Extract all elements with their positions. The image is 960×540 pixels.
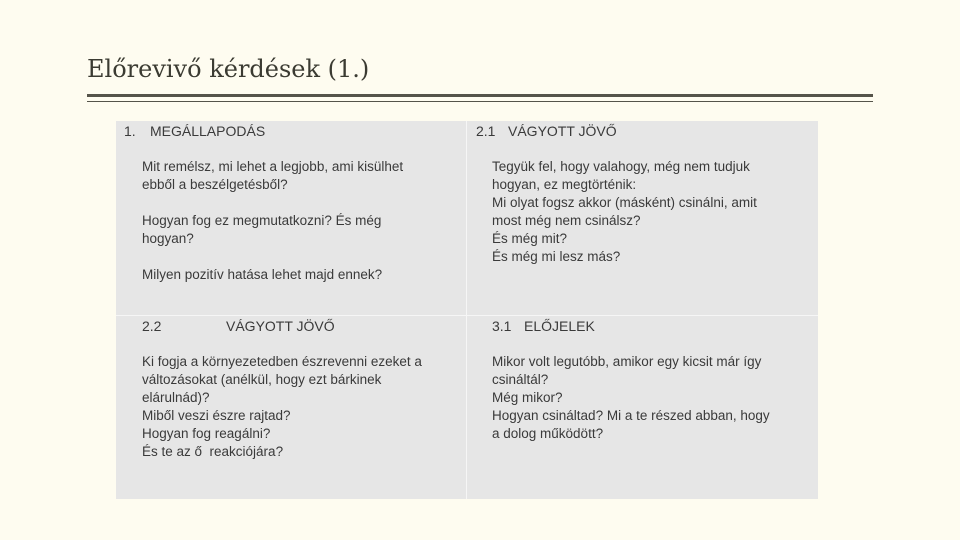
cell-4-title (492, 317, 595, 335)
cell-3-number: 2.2 (142, 318, 162, 334)
slide-title: Előrevivő kérdések (1.) (87, 55, 370, 83)
grid-divider-horizontal (116, 315, 818, 316)
cell-1-line: Hogyan fog ez megmutatkozni? És még (142, 213, 382, 228)
cell-2-line: És még mi lesz más? (492, 249, 621, 264)
cell-3-line: változásokat (anélkül, hogy ezt bárkinek (142, 372, 382, 387)
cell-1-line: Mit remélsz, mi lehet a legjobb, ami kisülhet (142, 159, 404, 174)
cell-1-body (142, 158, 403, 284)
cell-2-number: 2.1 (476, 123, 496, 139)
cell-3-line: Hogyan fog reagálni? (142, 426, 271, 441)
cell-2-line: És még mit? (492, 231, 568, 246)
cell-1-title (124, 122, 265, 140)
cell-3-heading: VÁGYOTT JÖVŐ (226, 318, 335, 334)
cell-4-line: Mikor volt legutóbb, amikor egy kicsit már így (492, 354, 762, 369)
cell-3-line: Ki fogja a környezetedben észrevenni ezeket a (142, 354, 422, 369)
cell-4-line: Még mikor? (492, 390, 563, 405)
cell-1-number: 1. (124, 123, 136, 139)
cell-2-line: most még nem csinálsz? (492, 213, 641, 228)
cell-2-line: hogyan, ez megtörténik: (492, 177, 637, 192)
cell-1-line: hogyan? (142, 231, 194, 246)
cell-2-heading: VÁGYOTT JÖVŐ (508, 123, 617, 139)
cell-1-line: ebből a beszélgetésből? (142, 177, 288, 192)
cell-1-line: Milyen pozitív hatása lehet majd ennek? (142, 267, 383, 282)
cell-4-heading: ELŐJELEK (524, 318, 595, 334)
cell-4-line: Hogyan csináltad? Mi a te részed abban, hogy (492, 408, 770, 423)
title-underline-thin (87, 101, 873, 102)
cell-4-number: 3.1 (492, 318, 512, 334)
cell-2-body (492, 158, 757, 266)
grid-divider-vertical (466, 121, 467, 499)
cell-3-line: És te az ő reakciójára? (142, 444, 284, 459)
cell-2-line: Mi olyat fogsz akkor (másként) csinálni, amit (492, 195, 757, 210)
cell-4-body (492, 353, 770, 443)
cell-4-line: csináltál? (492, 372, 549, 387)
title-underline-thick (87, 94, 873, 97)
cell-2-line: Tegyük fel, hogy valahogy, még nem tudjuk (492, 159, 750, 174)
cell-3-body (142, 353, 422, 461)
cell-3-line: Miből veszi észre rajtad? (142, 408, 291, 423)
cell-3-title (142, 317, 335, 335)
cell-2-title (476, 122, 617, 140)
cell-1-heading: MEGÁLLAPODÁS (150, 123, 266, 139)
cell-4-line: a dolog működött? (492, 426, 604, 441)
cell-3-line: elárulnád)? (142, 390, 210, 405)
